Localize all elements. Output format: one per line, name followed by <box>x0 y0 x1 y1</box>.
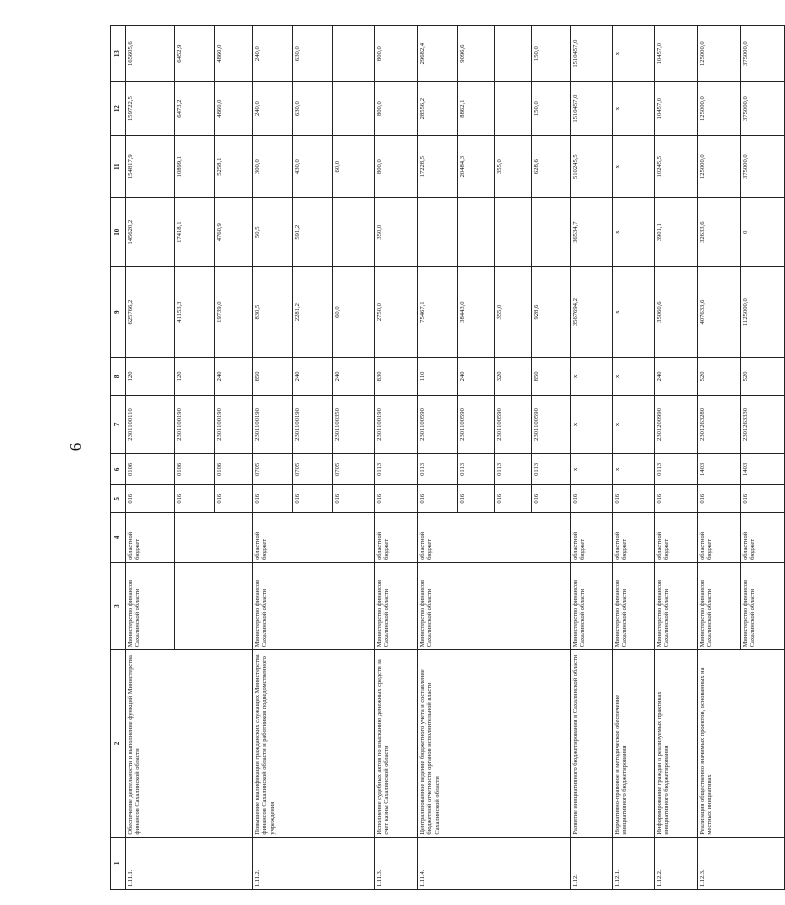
table-row <box>253 26 293 890</box>
cell-c7: 2301100590 <box>418 395 458 454</box>
header-row <box>111 26 126 890</box>
cell-c5: 016 <box>253 485 293 512</box>
cell-c6: 1403 <box>741 454 785 485</box>
cell-c1: 1.12.3. <box>698 837 785 889</box>
cell-c3 <box>175 562 253 649</box>
cell-c6: 0113 <box>418 454 458 485</box>
cell-c13: 165605,6 <box>126 26 175 82</box>
cell-c4: областной бюджет <box>655 512 698 562</box>
cell-c11: х <box>613 135 655 197</box>
cell-c11: 125000,0 <box>698 135 741 197</box>
cell-c5: 016 <box>333 485 375 512</box>
table-row <box>698 26 741 890</box>
cell-c7: 2301100190 <box>253 395 293 454</box>
cell-c5: 016 <box>293 485 333 512</box>
header-col-2: 2 <box>111 650 126 837</box>
cell-c11: 60,0 <box>333 135 375 197</box>
cell-c8: х <box>571 358 613 395</box>
cell-c9: 1125000,0 <box>741 267 785 358</box>
cell-c13: 1510457,0 <box>571 26 613 82</box>
cell-c6: 1403 <box>698 454 741 485</box>
rotated-page <box>110 25 757 890</box>
cell-c4: областной бюджет <box>253 512 375 562</box>
cell-c12: 150,0 <box>532 82 571 136</box>
cell-c8: 120 <box>126 358 175 395</box>
cell-c5: 016 <box>571 485 613 512</box>
cell-c8: 520 <box>741 358 785 395</box>
cell-c7: 2301100110 <box>126 395 175 454</box>
cell-c12: 10457,0 <box>655 82 698 136</box>
cell-c7: 2301200990 <box>655 395 698 454</box>
cell-c4 <box>175 512 253 562</box>
cell-c13: 6452,9 <box>175 26 215 82</box>
cell-c9: 3567694,2 <box>571 267 613 358</box>
cell-c7: 2301100190 <box>293 395 333 454</box>
header-col-11: 11 <box>111 135 126 197</box>
cell-c2: Нормативно-правовое и методическое обеспечение инициативного бюджетирования <box>613 650 655 837</box>
header-col-1: 1 <box>111 837 126 889</box>
cell-c9: 2281,2 <box>293 267 333 358</box>
cell-c3: Министерство финансов Сахалинской области <box>126 562 175 649</box>
cell-c3: Министерство финансов Сахалинской области <box>418 562 571 649</box>
cell-c10: 350,0 <box>375 198 418 267</box>
cell-c12: 240,0 <box>253 82 293 136</box>
table-row <box>655 26 698 890</box>
cell-c7: 2301263280 <box>698 395 741 454</box>
cell-c1: 1.12. <box>571 837 613 889</box>
table-row <box>571 26 613 890</box>
cell-c6: х <box>571 454 613 485</box>
cell-c3: Министерство финансов Сахалинской области <box>571 562 613 649</box>
header-col-8: 8 <box>111 358 126 395</box>
cell-c12: 125000,0 <box>698 82 741 136</box>
cell-c12 <box>333 82 375 136</box>
cell-c13: 800,0 <box>375 26 418 82</box>
table-row <box>126 26 175 890</box>
cell-c10: 591,2 <box>293 198 333 267</box>
header-col-4: 4 <box>111 512 126 562</box>
cell-c1: 1.12.1. <box>613 837 655 889</box>
cell-c8: 240 <box>215 358 253 395</box>
cell-c13: 150,0 <box>532 26 571 82</box>
header-col-5: 5 <box>111 485 126 512</box>
cell-c11: 300,0 <box>253 135 293 197</box>
cell-c7: 2301100350 <box>333 395 375 454</box>
cell-c6: 0113 <box>495 454 532 485</box>
cell-c11: 510245,5 <box>571 135 613 197</box>
cell-c4: областной бюджет <box>126 512 175 562</box>
cell-c9: 75467,1 <box>418 267 458 358</box>
cell-c7: 2301100590 <box>532 395 571 454</box>
cell-c13 <box>495 26 532 82</box>
cell-c11: 154817,9 <box>126 135 175 197</box>
cell-c10: 32633,6 <box>698 198 741 267</box>
cell-c4: областной бюджет <box>698 512 741 562</box>
table-row <box>375 26 418 890</box>
cell-c13: 125000,0 <box>698 26 741 82</box>
cell-c2: Исполнение судебных актов по взысканию денежных средств за счет казны Сахалинской области <box>375 650 418 837</box>
cell-c13: 240,0 <box>253 26 293 82</box>
cell-c3: Министерство финансов Сахалинской области <box>698 562 741 649</box>
cell-c10 <box>532 198 571 267</box>
cell-c7: 2301100190 <box>215 395 253 454</box>
table-row <box>613 26 655 890</box>
cell-c12: 1510457,0 <box>571 82 613 136</box>
header-col-6: 6 <box>111 454 126 485</box>
cell-c1: 1.11.2. <box>253 837 375 889</box>
table-row <box>418 26 458 890</box>
cell-c11: 628,6 <box>532 135 571 197</box>
cell-c1: 1.11.4. <box>418 837 571 889</box>
cell-c4: областной бюджет <box>375 512 418 562</box>
cell-c1: 1.11.3. <box>375 837 418 889</box>
cell-c3: Министерство финансов Сахалинской области <box>741 562 785 649</box>
cell-c11: 355,0 <box>495 135 532 197</box>
cell-c8: 240 <box>655 358 698 395</box>
cell-c4: областной бюджет <box>741 512 785 562</box>
cell-c1: 1.11.1. <box>126 837 253 889</box>
cell-c9: 830,5 <box>253 267 293 358</box>
cell-c11: 5258,1 <box>215 135 253 197</box>
cell-c13: 4860,0 <box>215 26 253 82</box>
cell-c10 <box>418 198 458 267</box>
page-number: 6 <box>66 442 85 452</box>
header-col-12: 12 <box>111 82 126 136</box>
cell-c5: 016 <box>458 485 495 512</box>
cell-c5: 016 <box>418 485 458 512</box>
cell-c3: Министерство финансов Сахалинской области <box>253 562 375 649</box>
cell-c13: 29682,4 <box>418 26 458 82</box>
cell-c12 <box>495 82 532 136</box>
cell-c5: 016 <box>655 485 698 512</box>
cell-c12: 6473,2 <box>175 82 215 136</box>
cell-c6: 0705 <box>293 454 333 485</box>
cell-c2: Обеспечение деятельности и выполнение функций Министерства финансов Сахалинской области <box>126 650 253 837</box>
cell-c12: 8862,1 <box>458 82 495 136</box>
header-col-3: 3 <box>111 562 126 649</box>
cell-c1: 1.12.2. <box>655 837 698 889</box>
cell-c5: 016 <box>532 485 571 512</box>
cell-c6: 0113 <box>655 454 698 485</box>
cell-c11: 17228,5 <box>418 135 458 197</box>
budget-table <box>110 25 785 890</box>
cell-c5: 016 <box>215 485 253 512</box>
cell-c11: 10899,1 <box>175 135 215 197</box>
cell-c12: 800,0 <box>375 82 418 136</box>
cell-c8: 240 <box>333 358 375 395</box>
cell-c8: 850 <box>253 358 293 395</box>
cell-c9: 407633,6 <box>698 267 741 358</box>
cell-c6: 0106 <box>215 454 253 485</box>
cell-c3: Министерство финансов Сахалинской области <box>655 562 698 649</box>
cell-c8: 320 <box>495 358 532 395</box>
cell-c13: 9096,6 <box>458 26 495 82</box>
cell-c5: 016 <box>375 485 418 512</box>
cell-c4: областной бюджет <box>418 512 571 562</box>
cell-c5: 016 <box>175 485 215 512</box>
cell-c7: 2301100190 <box>375 395 418 454</box>
cell-c7: х <box>613 395 655 454</box>
cell-c10: 0 <box>741 198 785 267</box>
cell-c9: 355,0 <box>495 267 532 358</box>
cell-c12: 375000,0 <box>741 82 785 136</box>
cell-c9: х <box>613 267 655 358</box>
cell-c12: х <box>613 82 655 136</box>
cell-c2: Информирование граждан о реализуемых практиках инициативного бюджетирования <box>655 650 698 837</box>
cell-c6: 0705 <box>253 454 293 485</box>
cell-c12: 630,0 <box>293 82 333 136</box>
cell-c6: 0106 <box>175 454 215 485</box>
cell-c8: 120 <box>175 358 215 395</box>
cell-c10: 3901,1 <box>655 198 698 267</box>
cell-c12: 4860,0 <box>215 82 253 136</box>
header-col-10: 10 <box>111 198 126 267</box>
cell-c10: х <box>613 198 655 267</box>
cell-c8: 110 <box>418 358 458 395</box>
cell-c2: Повышение квалификации гражданских служащих Министерства финансов Сахалинской области и работников подведомственного учреждения <box>253 650 375 837</box>
cell-c2: Реализация общественно значимых проектов, основанных на местных инициативах <box>698 650 785 837</box>
cell-c3: Министерство финансов Сахалинской области <box>613 562 655 649</box>
cell-c10: 4760,9 <box>215 198 253 267</box>
cell-c11: 375000,0 <box>741 135 785 197</box>
header-col-13: 13 <box>111 26 126 82</box>
cell-c8: 240 <box>458 358 495 395</box>
cell-c8: х <box>613 358 655 395</box>
cell-c13: 375000,0 <box>741 26 785 82</box>
cell-c3: Министерство финансов Сахалинской области <box>375 562 418 649</box>
cell-c9: 60,0 <box>333 267 375 358</box>
cell-c11: 430,0 <box>293 135 333 197</box>
cell-c12: 159722,5 <box>126 82 175 136</box>
cell-c6: 0113 <box>532 454 571 485</box>
cell-c9: 41153,3 <box>175 267 215 358</box>
cell-c7: 2301263330 <box>741 395 785 454</box>
cell-c13: 630,0 <box>293 26 333 82</box>
cell-c6: 0106 <box>126 454 175 485</box>
cell-c8: 240 <box>293 358 333 395</box>
header-col-7: 7 <box>111 395 126 454</box>
cell-c10: 36534,7 <box>571 198 613 267</box>
cell-c13: 10457,0 <box>655 26 698 82</box>
cell-c9: 928,6 <box>532 267 571 358</box>
cell-c7: 2301100190 <box>175 395 215 454</box>
cell-c6: х <box>613 454 655 485</box>
cell-c9: 625766,2 <box>126 267 175 358</box>
cell-c8: 520 <box>698 358 741 395</box>
cell-c5: 016 <box>613 485 655 512</box>
cell-c11: 20484,3 <box>458 135 495 197</box>
cell-c7: х <box>571 395 613 454</box>
cell-c10 <box>333 198 375 267</box>
cell-c2: Централизованное ведение бюджетного учета и составление бюджетной отчетности органов исполнительной власти Сахалинской области <box>418 650 571 837</box>
cell-c7: 2301100590 <box>495 395 532 454</box>
cell-c6: 0113 <box>375 454 418 485</box>
cell-c6: 0113 <box>458 454 495 485</box>
cell-c13: х <box>613 26 655 82</box>
cell-c9: 2750,0 <box>375 267 418 358</box>
cell-c2: Развитие инициативного бюджетирования в Сахалинской области <box>571 650 613 837</box>
cell-c11: 800,0 <box>375 135 418 197</box>
cell-c4: областной бюджет <box>571 512 613 562</box>
cell-c10: 50,5 <box>253 198 293 267</box>
header-col-9: 9 <box>111 267 126 358</box>
cell-c5: 016 <box>741 485 785 512</box>
cell-c12: 28556,2 <box>418 82 458 136</box>
cell-c9: 38443,0 <box>458 267 495 358</box>
cell-c5: 016 <box>495 485 532 512</box>
cell-c9: 19739,0 <box>215 267 253 358</box>
cell-c10 <box>458 198 495 267</box>
cell-c8: 850 <box>532 358 571 395</box>
cell-c6: 0705 <box>333 454 375 485</box>
cell-c9: 35060,6 <box>655 267 698 358</box>
cell-c7: 2301100590 <box>458 395 495 454</box>
cell-c11: 10245,5 <box>655 135 698 197</box>
cell-c10: 145620,2 <box>126 198 175 267</box>
cell-c8: 830 <box>375 358 418 395</box>
cell-c4: областной бюджет <box>613 512 655 562</box>
cell-c10: 17418,1 <box>175 198 215 267</box>
cell-c5: 016 <box>698 485 741 512</box>
cell-c5: 016 <box>126 485 175 512</box>
cell-c10 <box>495 198 532 267</box>
cell-c13 <box>333 26 375 82</box>
